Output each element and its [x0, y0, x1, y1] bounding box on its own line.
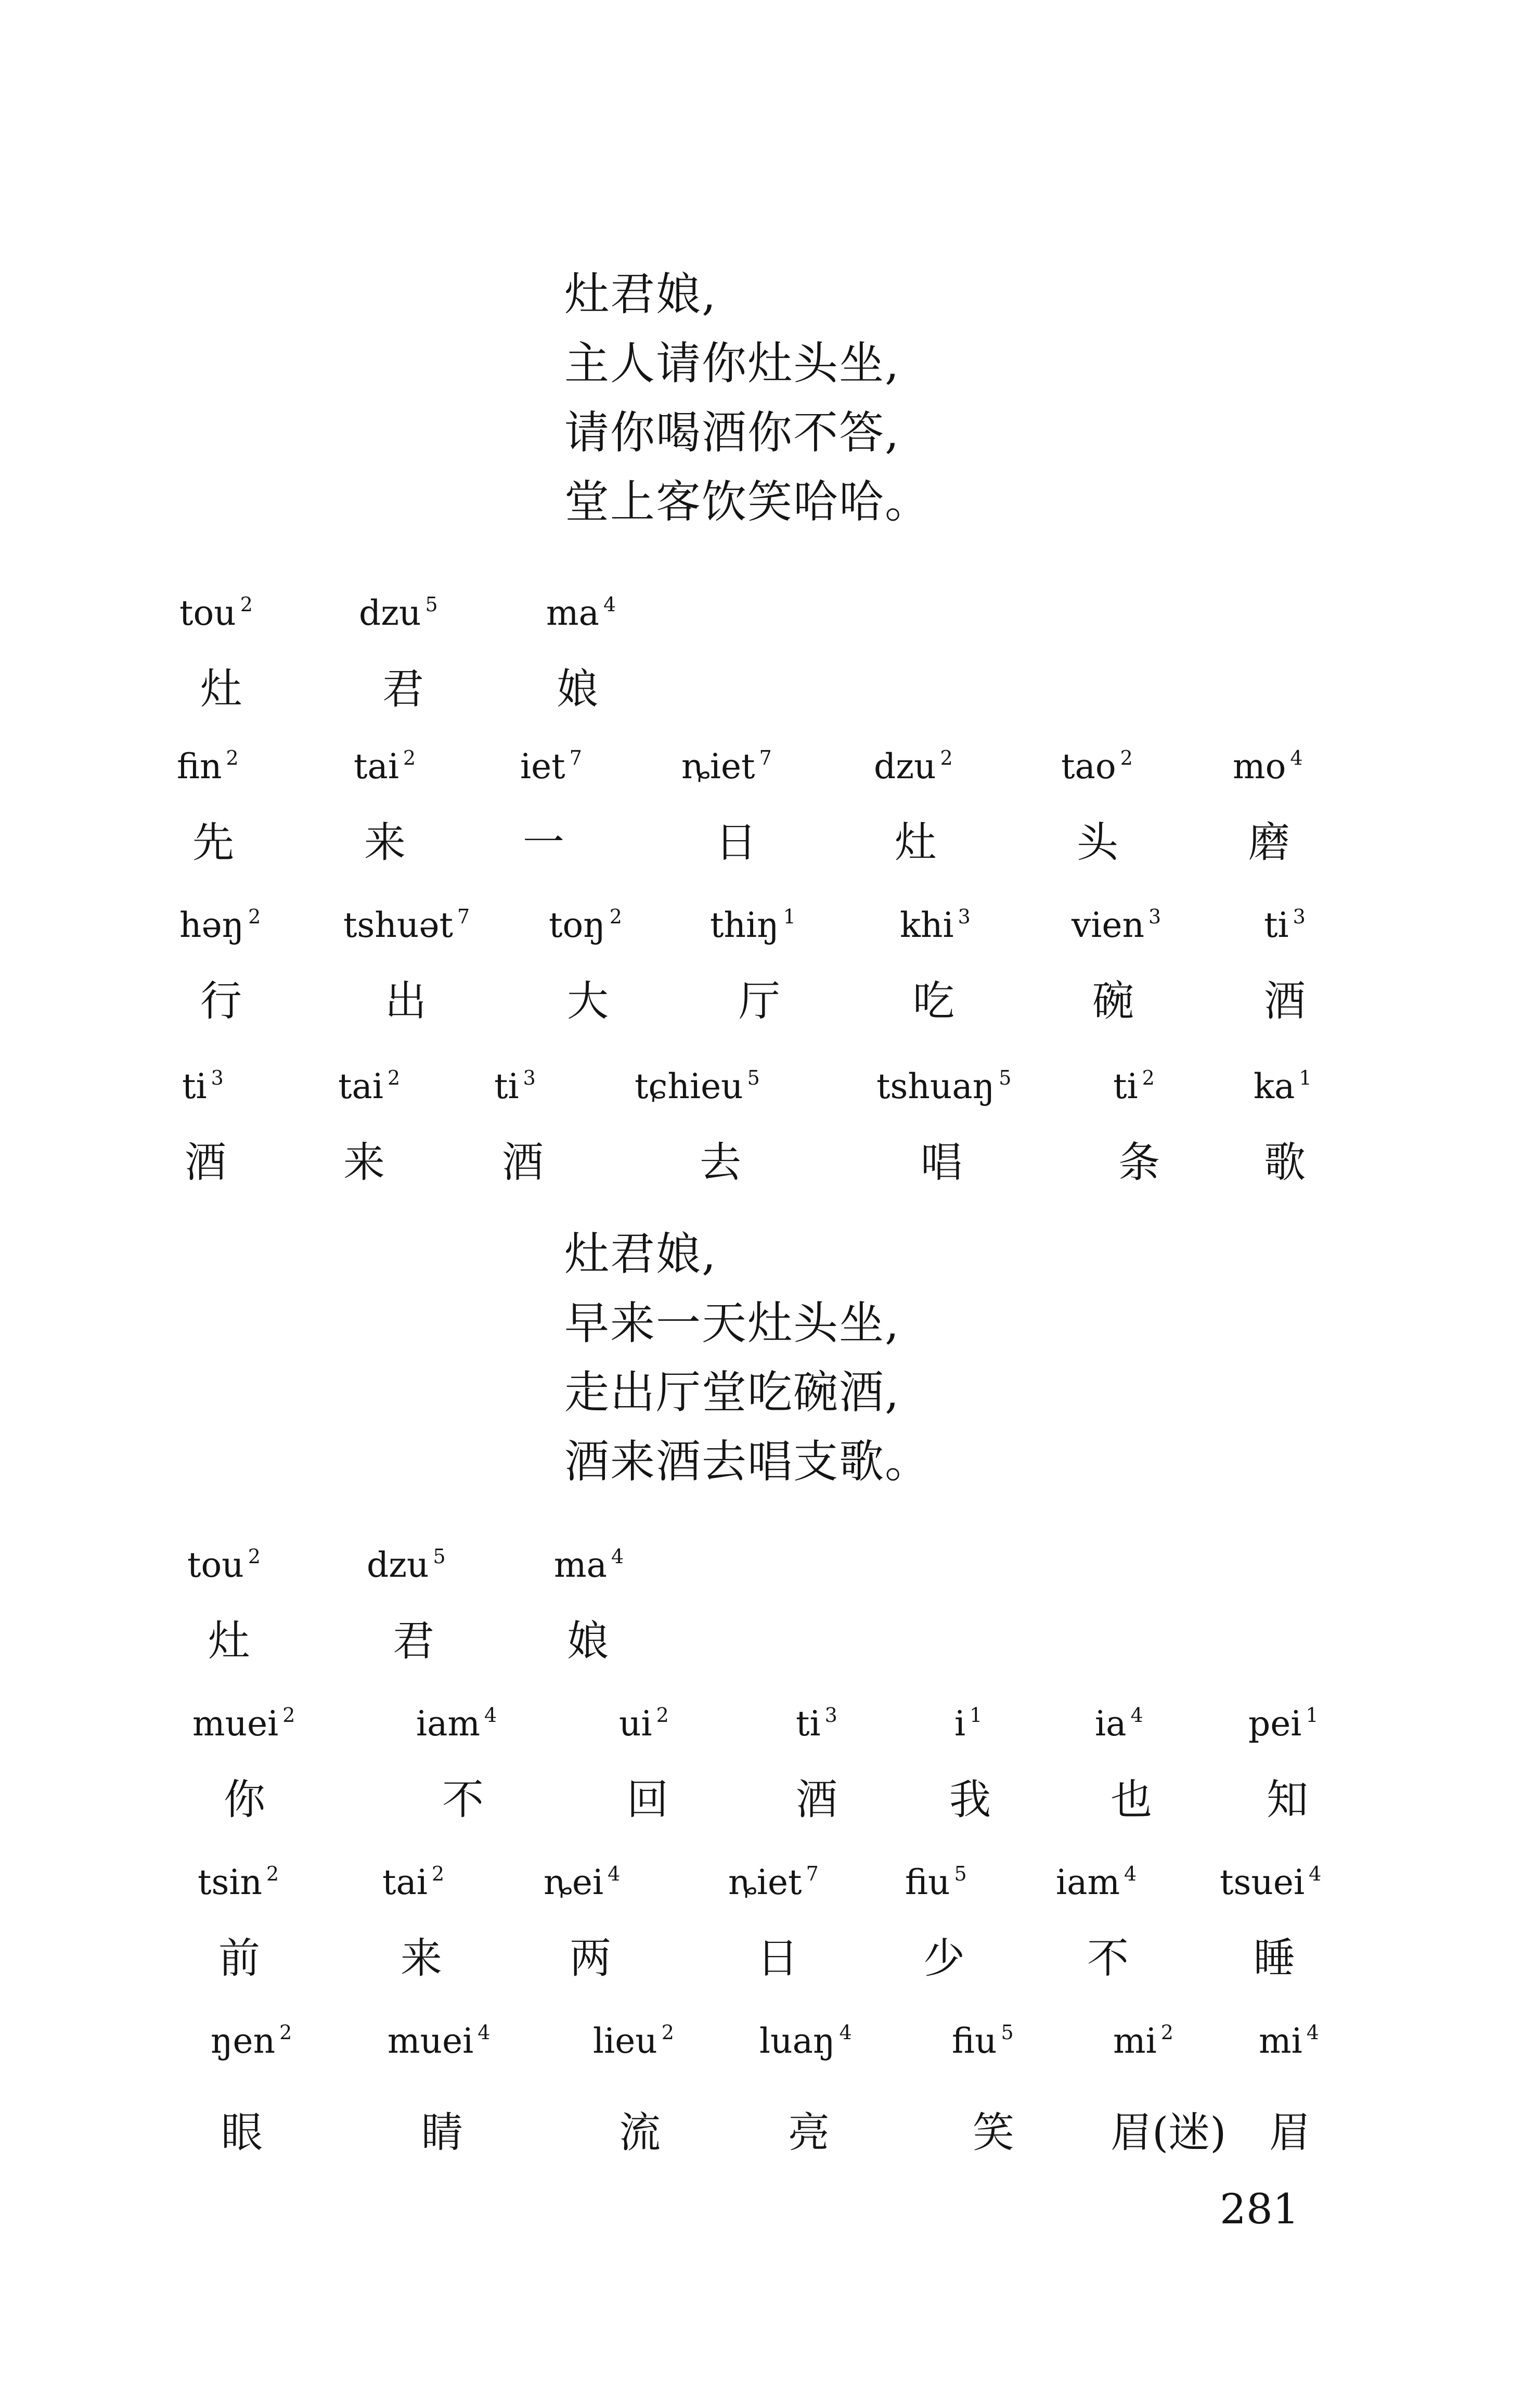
romanization: iam $^4$: [416, 1704, 497, 1744]
transcription-group-8: [0, 2021, 1536, 2177]
poem-line: 酒来酒去唱支歌。: [564, 1436, 931, 1488]
romanization: ka $^1$: [1254, 1066, 1312, 1106]
romanization: ȵiet $^7$: [681, 746, 772, 787]
romanization: khi $^3$: [900, 905, 971, 945]
romanization: iam $^4$: [1056, 1862, 1137, 1902]
romanization: ti $^3$: [796, 1704, 837, 1744]
romanization: ma $^4$: [554, 1545, 624, 1585]
hanzi: 酒: [796, 1775, 837, 1824]
romanization: tai $^2$: [354, 746, 416, 787]
romanization: muei $^4$: [388, 2021, 491, 2061]
hanzi: 碗: [1092, 977, 1134, 1025]
hanzi: 你: [224, 1775, 265, 1824]
transcription-group-2: [0, 746, 1536, 903]
romanization: tao $^2$: [1061, 746, 1133, 787]
hanzi: 娘: [567, 1617, 609, 1665]
romanization: tou $^2$: [187, 1545, 261, 1585]
hanzi: 眉(迷): [1111, 2108, 1227, 2157]
hanzi: 眼: [221, 2108, 263, 2157]
poem-line: 早来一天灶头坐,: [564, 1297, 900, 1349]
transcription-group-3: [0, 905, 1536, 1061]
poem-line: 走出厅堂吃碗酒,: [564, 1367, 900, 1419]
hanzi: 唱: [921, 1138, 962, 1187]
hanzi: 头: [1077, 818, 1118, 867]
romanization: dzu $^5$: [359, 593, 438, 633]
romanization: ti $^3$: [1264, 905, 1306, 945]
hanzi: 不: [442, 1775, 484, 1824]
romanization: ma $^4$: [546, 593, 616, 633]
hanzi: 出: [385, 977, 427, 1025]
hanzi: 行: [200, 977, 242, 1025]
hanzi: 去: [700, 1138, 741, 1187]
romanization: tsuei $^4$: [1220, 1862, 1322, 1902]
hanzi: 灶: [200, 665, 242, 713]
romanization: ȵiet $^7$: [728, 1862, 819, 1902]
hanzi: 流: [619, 2108, 661, 2157]
romanization: pei $^1$: [1248, 1704, 1319, 1744]
hanzi: 前: [218, 1934, 260, 1982]
hanzi: 先: [192, 818, 234, 867]
romanization: tai $^2$: [382, 1862, 445, 1902]
hanzi: 条: [1118, 1138, 1160, 1187]
romanization: dzu $^2$: [874, 746, 953, 787]
romanization: luaŋ $^4$: [759, 2021, 852, 2061]
poem-line: 灶君娘,: [564, 268, 717, 320]
romanization: ŋen $^2$: [211, 2021, 292, 2061]
hanzi: 酒: [185, 1138, 226, 1187]
hanzi: 知: [1267, 1775, 1308, 1824]
hanzi: 眉: [1269, 2108, 1311, 2157]
romanization: mo $^4$: [1233, 746, 1303, 787]
hanzi: 酒: [502, 1138, 544, 1187]
transcription-group-5: [0, 1545, 1536, 1701]
hanzi: 吃: [913, 977, 954, 1025]
hanzi: 歌: [1264, 1138, 1306, 1187]
hanzi: 两: [570, 1934, 611, 1982]
hanzi: 酒: [1264, 977, 1306, 1025]
romanization: ti $^2$: [1113, 1066, 1155, 1106]
poem-line: 请你喝酒你不答,: [564, 407, 900, 459]
transcription-group-7: [0, 1862, 1536, 2018]
romanization: ia $^4$: [1095, 1704, 1143, 1744]
hanzi: 来: [364, 818, 406, 867]
romanization: fiu $^5$: [952, 2021, 1014, 2061]
romanization: ti $^3$: [182, 1066, 224, 1106]
poem-line: 灶君娘,: [564, 1228, 717, 1280]
hanzi: 日: [715, 818, 757, 867]
hanzi: 一: [523, 818, 564, 867]
hanzi: 君: [382, 665, 424, 713]
hanzi: 睡: [1254, 1934, 1295, 1982]
hanzi: 大: [567, 977, 609, 1025]
hanzi: 君: [393, 1617, 434, 1665]
hanzi: 日: [757, 1934, 798, 1982]
romanization: muei $^2$: [192, 1704, 295, 1744]
hanzi: 来: [401, 1934, 442, 1982]
romanization: lieu $^2$: [593, 2021, 674, 2061]
romanization: mi $^2$: [1113, 2021, 1173, 2061]
hanzi: 睛: [421, 2108, 463, 2157]
romanization: i $^1$: [954, 1704, 983, 1744]
romanization: tshuət $^7$: [343, 905, 470, 945]
hanzi: 灶: [208, 1617, 250, 1665]
romanization: iet $^7$: [520, 746, 582, 787]
romanization: tou $^2$: [179, 593, 253, 633]
poem-line: 堂上客饮笑哈哈。: [564, 476, 931, 528]
hanzi: 回: [627, 1775, 668, 1824]
romanization: fin $^2$: [177, 746, 239, 787]
hanzi: 也: [1111, 1775, 1152, 1824]
romanization: ȵei $^4$: [544, 1862, 621, 1902]
romanization: thiŋ $^1$: [710, 905, 796, 945]
romanization: tai $^2$: [338, 1066, 401, 1106]
romanization: həŋ $^2$: [179, 905, 261, 945]
romanization: ti $^3$: [494, 1066, 536, 1106]
romanization: dzu $^5$: [367, 1545, 446, 1585]
poem-stanza-2: [564, 1220, 931, 1497]
transcription-group-6: [0, 1704, 1536, 1860]
romanization: ui $^2$: [619, 1704, 669, 1744]
hanzi: 我: [949, 1775, 991, 1824]
hanzi: 磨: [1248, 818, 1290, 867]
transcription-group-4: [0, 1066, 1536, 1222]
romanization: tɕhieu $^5$: [635, 1066, 760, 1106]
hanzi: 亮: [788, 2108, 830, 2157]
hanzi: 娘: [557, 665, 598, 713]
hanzi: 少: [923, 1934, 965, 1982]
hanzi: 不: [1087, 1934, 1129, 1982]
romanization: mi $^4$: [1259, 2021, 1319, 2061]
poem-line: 主人请你灶头坐,: [564, 338, 900, 390]
hanzi: 来: [343, 1138, 385, 1187]
romanization: toŋ $^2$: [549, 905, 622, 945]
poem-stanza-1: [564, 260, 931, 537]
romanization: vien $^3$: [1072, 905, 1161, 945]
romanization: tsin $^2$: [198, 1862, 279, 1902]
hanzi: 灶: [895, 818, 936, 867]
romanization: fiu $^5$: [905, 1862, 967, 1902]
transcription-group-1: [0, 593, 1536, 749]
page-number: 281: [1220, 2185, 1299, 2233]
hanzi: 厅: [739, 977, 780, 1025]
romanization: tshuaŋ $^5$: [876, 1066, 1012, 1106]
hanzi: 笑: [973, 2108, 1014, 2157]
